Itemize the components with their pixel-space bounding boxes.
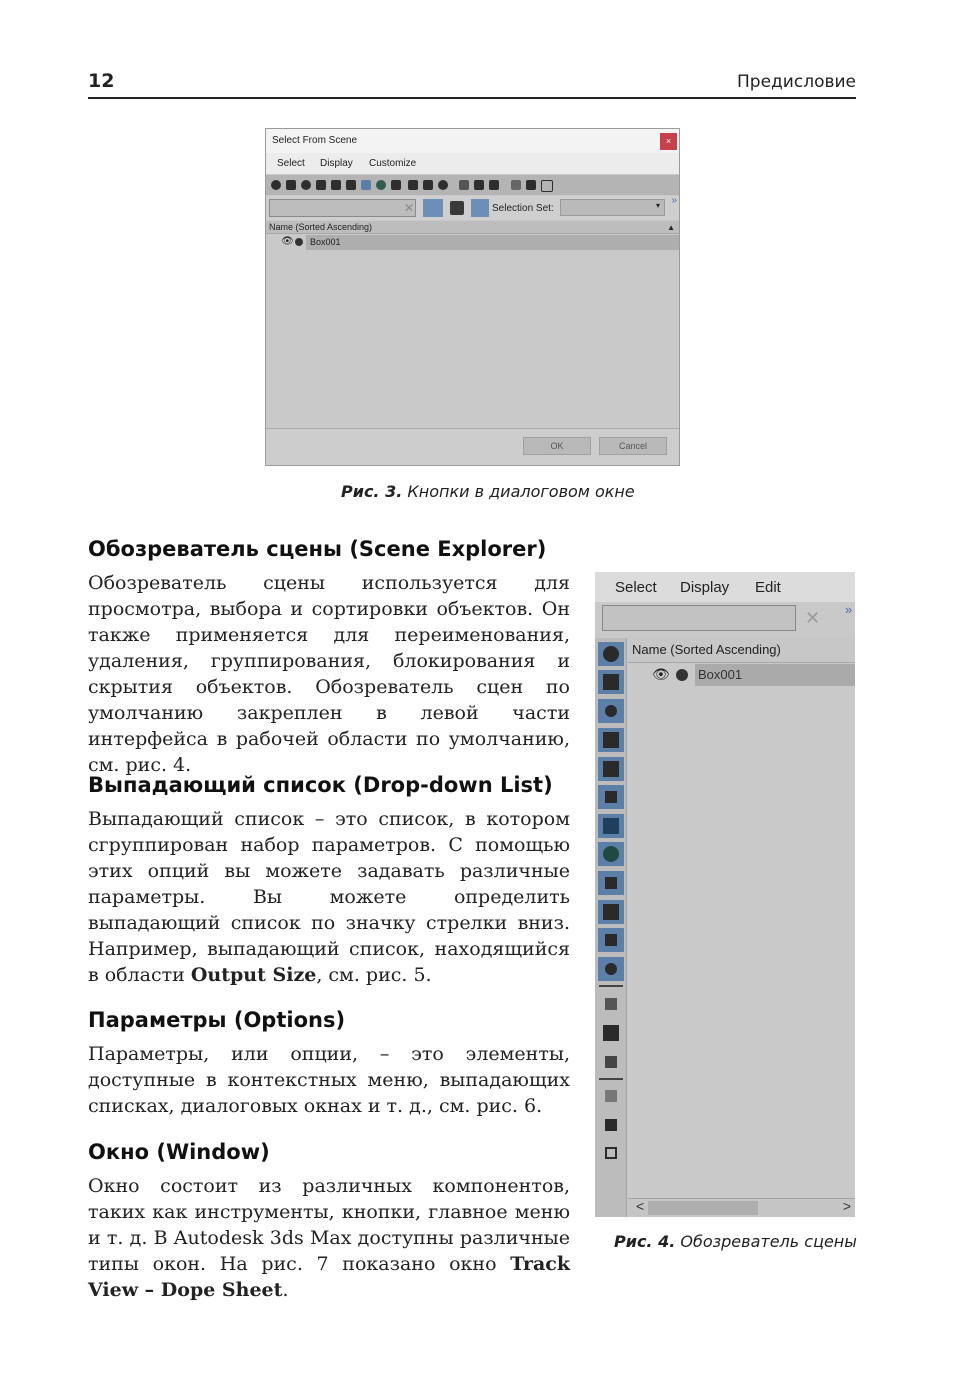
containers-filter-icon[interactable]	[408, 180, 418, 190]
group-icon	[603, 818, 619, 834]
bone-icon	[605, 877, 617, 889]
caption-text: Кнопки в диалоговом окне	[407, 482, 635, 501]
frozen-filter-button[interactable]	[598, 928, 624, 952]
dialog-menubar	[266, 153, 679, 174]
horizontal-scrollbar[interactable]	[628, 1198, 855, 1217]
select-from-scene-dialog	[265, 128, 680, 466]
containers-filter-button[interactable]	[598, 900, 624, 924]
section-paragraph: Параметры, или опции, – это элементы, доступные в контекстных меню, выпадающих списках, диалоговых окнах и т. д., см. рис. 6.	[88, 1043, 570, 1117]
paragraph-text: .	[282, 1279, 289, 1301]
selection-set-icon[interactable]	[541, 180, 553, 192]
menu-select[interactable]: Select	[277, 158, 305, 169]
paragraph-bold: Output Size	[190, 964, 317, 986]
lights-filter-button[interactable]	[598, 699, 624, 723]
lights-filter-icon[interactable]	[301, 180, 311, 190]
cameras-filter-icon[interactable]	[316, 180, 326, 190]
menu-select[interactable]: Select	[615, 579, 657, 596]
section-heading: Параметры (Options)	[88, 1008, 346, 1032]
menu-edit[interactable]: Edit	[755, 579, 781, 596]
display-invert-icon[interactable]	[489, 180, 499, 190]
caption-number: Рис. 3.	[341, 482, 403, 501]
scroll-thumb[interactable]	[648, 1201, 758, 1215]
figure3-caption	[341, 482, 635, 501]
dialog-titlebar	[266, 129, 679, 153]
groups-filter-icon[interactable]	[361, 180, 371, 190]
square-icon	[603, 1025, 619, 1041]
display-invert-button[interactable]	[598, 1050, 624, 1074]
more-icon[interactable]: »	[845, 602, 853, 617]
list-item[interactable]	[266, 235, 679, 250]
geometry-icon	[295, 238, 303, 246]
chevron-down-icon: ▾	[655, 201, 660, 210]
figure4-caption	[614, 1232, 857, 1251]
selection-set-label: Selection Set:	[492, 203, 554, 214]
filter-settings-icon[interactable]	[511, 180, 521, 190]
filter-icon[interactable]	[526, 180, 536, 190]
hidden-filter-icon[interactable]	[438, 180, 448, 190]
section-paragraph	[88, 806, 570, 988]
eye-icon[interactable]: 👁	[281, 236, 294, 247]
menu-customize[interactable]: Customize	[369, 158, 417, 169]
name-column-header[interactable]: Name (Sorted Ascending)	[628, 638, 855, 663]
paragraph-text: , см. рис. 5.	[316, 964, 432, 986]
explorer-menubar	[595, 572, 855, 602]
dialog-title: Select From Scene	[272, 135, 358, 146]
scroll-left-icon[interactable]: <	[636, 1198, 645, 1214]
bones-filter-button[interactable]	[598, 871, 624, 895]
filter-button[interactable]	[598, 1113, 624, 1137]
spacewarps-filter-icon[interactable]	[346, 180, 356, 190]
display-none-icon[interactable]	[474, 180, 484, 190]
object-name: Box001	[698, 667, 743, 682]
frozen-filter-icon[interactable]	[423, 180, 433, 190]
caption-text: Обозреватель сцены	[680, 1232, 857, 1251]
running-title: Предисловие	[737, 72, 856, 92]
display-none-button[interactable]	[598, 1021, 624, 1045]
filter-icon	[605, 1119, 617, 1131]
dialog-button-bar	[266, 428, 679, 465]
xrefs-filter-icon[interactable]	[376, 180, 386, 190]
geometry-filter-icon[interactable]	[271, 180, 281, 190]
camera-icon	[603, 732, 619, 748]
selection-set-icon	[605, 1147, 617, 1159]
cancel-button[interactable]: Cancel	[599, 437, 667, 455]
cameras-filter-button[interactable]	[598, 728, 624, 752]
eye-icon	[605, 963, 617, 975]
search-row	[266, 196, 679, 220]
helpers-filter-button[interactable]	[598, 757, 624, 781]
more-icon[interactable]: »	[671, 195, 677, 206]
eye-icon[interactable]: 👁	[652, 666, 670, 682]
paragraph-text: Окно состоит из различных компонентов, таких как инструменты, кнопки, главное меню и т. д. В Autodesk 3ds Max доступны различные типы окон. На рис. 7 показано окно	[88, 1175, 570, 1275]
section-heading: Окно (Window)	[88, 1140, 270, 1164]
groups-filter-button[interactable]	[598, 814, 624, 838]
close-icon[interactable]: ×	[660, 133, 677, 150]
clear-search-icon[interactable]: ✕	[404, 201, 415, 215]
search-input[interactable]	[269, 199, 416, 217]
ok-button[interactable]: OK	[523, 437, 591, 455]
scene-explorer-panel	[595, 572, 855, 1217]
clear-search-icon[interactable]: ✕	[805, 608, 821, 628]
geometry-icon	[603, 646, 619, 662]
display-all-icon[interactable]	[459, 180, 469, 190]
menu-display[interactable]: Display	[680, 579, 730, 596]
find-case-sensitive-icon[interactable]	[423, 199, 443, 217]
layers-icon[interactable]	[450, 201, 464, 215]
paragraph-bold: Track View – Dope Sheet	[88, 1253, 570, 1301]
section-paragraph: Обозреватель сцены используется для просмотра, выбора и сортировки объектов. Он также применяется для переименования, удаления, группирования, блокирования и скрытия объектов. Обозреватель сцен по умолчанию закреплен в левой части интерфейса в рабочей области по умолчанию, см. рис. 4.	[88, 572, 570, 776]
xrefs-filter-button[interactable]	[598, 842, 624, 866]
column-header-label: Name (Sorted Ascending)	[269, 222, 373, 232]
separator	[599, 1078, 623, 1080]
shapes-filter-icon[interactable]	[286, 180, 296, 190]
list-item[interactable]	[628, 664, 855, 686]
invert-icon	[605, 1056, 617, 1068]
hidden-filter-button[interactable]	[598, 957, 624, 981]
name-column-header[interactable]	[266, 221, 679, 234]
filter-sidebar	[595, 638, 627, 1217]
row-highlight	[306, 235, 679, 250]
search-input[interactable]	[602, 605, 796, 631]
spacewarps-filter-button[interactable]	[598, 785, 624, 809]
wave-icon	[605, 791, 617, 803]
list-icon	[605, 998, 617, 1010]
bones-filter-icon[interactable]	[391, 180, 401, 190]
section-heading: Выпадающий список (Drop-down List)	[88, 773, 553, 797]
shapes-filter-button[interactable]	[598, 670, 624, 694]
geometry-icon	[676, 669, 688, 681]
hierarchy-icon[interactable]	[471, 199, 489, 217]
sort-arrow-icon: ▲	[667, 223, 675, 232]
filter-gear-icon	[605, 1090, 617, 1102]
filter-toolbar	[266, 175, 679, 195]
scroll-right-icon[interactable]: >	[842, 1198, 851, 1214]
selection-set-dropdown[interactable]	[560, 199, 665, 216]
section-heading: Обозреватель сцены (Scene Explorer)	[88, 537, 547, 561]
selection-set-button[interactable]	[598, 1141, 624, 1165]
header-rule	[88, 97, 856, 99]
section-paragraph	[88, 1173, 570, 1303]
xref-icon	[603, 846, 619, 862]
object-name: Box001	[310, 237, 341, 247]
menu-display[interactable]: Display	[320, 158, 353, 169]
display-all-button[interactable]	[598, 992, 624, 1016]
separator	[599, 985, 623, 987]
container-icon	[603, 904, 619, 920]
shapes-icon	[603, 674, 619, 690]
geometry-filter-button[interactable]	[598, 642, 624, 666]
helpers-filter-icon[interactable]	[331, 180, 341, 190]
filter-settings-button[interactable]	[598, 1084, 624, 1108]
light-bulb-icon	[605, 705, 617, 717]
caption-number: Рис. 4.	[614, 1232, 676, 1251]
snowflake-icon	[605, 934, 617, 946]
paragraph-text: Выпадающий список – это список, в котором сгруппирован набор параметров. С помощью этих опций вы можете задавать различные параметры. Вы можете определить выпадающий список по значку стрелки вниз. Например, выпадающий список, находящийся в области	[88, 808, 570, 986]
helper-ruler-icon	[603, 761, 619, 777]
page-number: 12	[88, 70, 115, 92]
